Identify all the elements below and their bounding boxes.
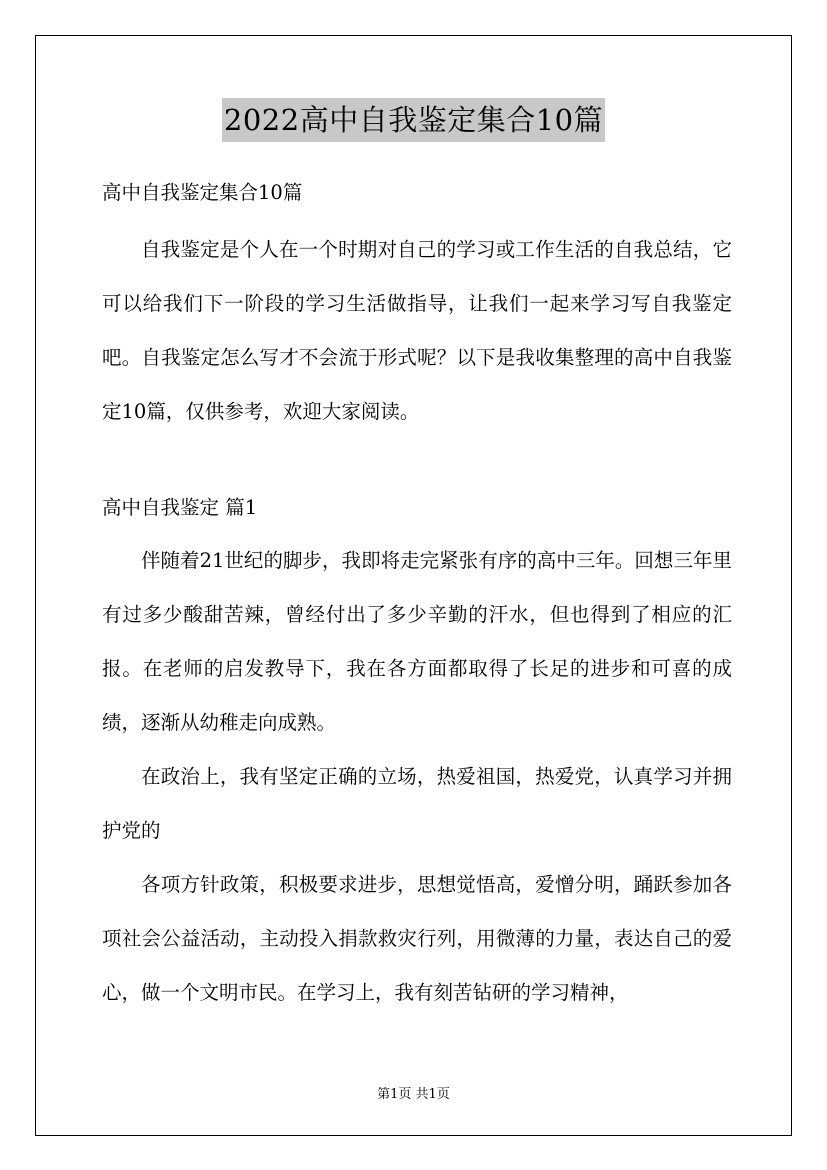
spacer — [102, 439, 732, 486]
title-container — [0, 98, 827, 142]
section-heading: 高中自我鉴定 篇1 — [102, 496, 258, 519]
page-footer: 第1页 共1页 — [377, 1087, 450, 1102]
section-paragraph: 在政治上，我有坚定正确的立场，热爱祖国，热爱党，认真学习并拥护党的 — [102, 765, 732, 842]
section-paragraph: 各项方针政策，积极要求进步，思想觉悟高，爱憎分明，踊跃参加各项社会公益活动，主动投入捐款救灾行列，用微薄的力量，表达自己的爱心，做一个文明市民。在学习上，我有刻苦钻研的学习精神， — [102, 873, 732, 1004]
spacer — [102, 215, 732, 223]
document-body — [102, 171, 732, 1020]
section-paragraph: 伴随着21世纪的脚步，我即将走完紧张有序的高中三年。回想三年里有过多少酸甜苦辣，曾经付出了多少辛勤的汗水，但也得到了相应的汇报。在老师的启发教导下，我在各方面都取得了长足的进步和可喜的成绩，逐渐从幼稚走向成熟。 — [102, 549, 732, 734]
intro-paragraph: 自我鉴定是个人在一个时期对自己的学习或工作生活的自我总结，它可以给我们下一阶段的学习生活做指导，让我们一起来学习写自我鉴定吧。自我鉴定怎么写才不会流于形式呢？以下是我收集整理的高中自我鉴定10篇，仅供参考，欢迎大家阅读。 — [102, 238, 732, 423]
document-subtitle: 高中自我鉴定集合10篇 — [102, 181, 303, 204]
document-title: 2022高中自我鉴定集合10篇 — [222, 98, 605, 142]
